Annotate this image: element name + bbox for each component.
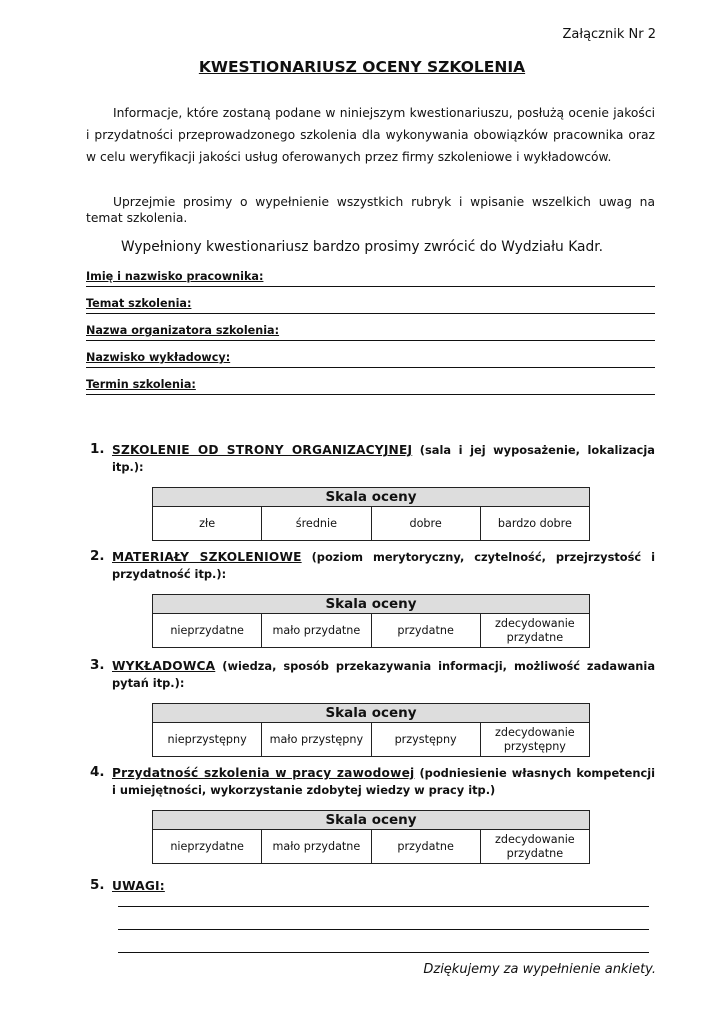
scale-title: Skala oceny — [153, 488, 590, 507]
question-number: 3. — [90, 657, 105, 673]
organizer-name-field[interactable] — [86, 324, 655, 341]
training-topic-field[interactable] — [86, 297, 655, 314]
question-heading: Przydatność szkolenia w pracy zawodowej — [112, 766, 415, 780]
rating-scale-2 — [152, 594, 590, 648]
question-number: 1. — [90, 441, 105, 457]
thanks-note: Dziękujemy za wypełnienie ankiety. — [423, 962, 656, 977]
question-3-text — [112, 658, 655, 692]
question-number: 4. — [90, 764, 105, 780]
question-detail: (poziom merytoryczny, czytelność, przejrzystość i przydatność itp.): — [112, 550, 656, 581]
question-heading: WYKŁADOWCA — [112, 659, 216, 673]
return-notice: Wypełniony kwestionariusz bardzo prosimy zwrócić do Wydziału Kadr. — [120, 239, 603, 255]
rating-scale-3 — [152, 703, 590, 757]
remarks-line[interactable] — [118, 906, 649, 907]
rating-option[interactable]: nieprzydatne — [153, 614, 262, 648]
rating-scale-4 — [152, 810, 590, 864]
field-label: Termin szkolenia: — [86, 378, 196, 391]
rating-option[interactable]: przydatne — [371, 614, 480, 648]
rating-option[interactable]: mało przystępny — [262, 723, 371, 757]
question-heading: MATERIAŁY SZKOLENIOWE — [112, 550, 302, 564]
training-date-field[interactable] — [86, 378, 655, 395]
question-number: 5. — [90, 877, 105, 893]
scale-title: Skala oceny — [153, 595, 590, 614]
field-label: Nazwisko wykładowcy: — [86, 351, 231, 364]
rating-option[interactable]: średnie — [262, 507, 371, 541]
question-detail: (podniesienie własnych kompetencji i umiejętności, wykorzystanie zdobytej wiedzy w pracy itp.) — [112, 766, 656, 797]
rating-option[interactable]: bardzo dobre — [480, 507, 589, 541]
rating-option[interactable]: nieprzystępny — [153, 723, 262, 757]
request-paragraph: Uprzejmie prosimy o wypełnienie wszystkich rubryk i wpisanie wszelkich uwag na temat szkolenia. — [86, 195, 655, 225]
rating-option[interactable]: zdecydowanie przystępny — [480, 723, 589, 757]
rating-option[interactable]: mało przydatne — [262, 614, 371, 648]
rating-option[interactable]: dobre — [371, 507, 480, 541]
remarks-label: UWAGI: — [112, 879, 165, 893]
field-label: Nazwa organizatora szkolenia: — [86, 324, 280, 337]
rating-option[interactable]: zdecydowanie przydatne — [480, 614, 589, 648]
rating-option[interactable]: przystępny — [371, 723, 480, 757]
document-title: KWESTIONARIUSZ OCENY SZKOLENIA — [198, 58, 526, 76]
field-label: Temat szkolenia: — [86, 297, 192, 310]
question-4-text — [112, 765, 655, 799]
scale-title: Skala oceny — [153, 704, 590, 723]
annex-label: Załącznik Nr 2 — [562, 27, 656, 42]
rating-option[interactable]: przydatne — [371, 830, 480, 864]
question-heading: SZKOLENIE OD STRONY ORGANIZACYJNEJ — [112, 443, 413, 457]
rating-scale-1 — [152, 487, 590, 541]
rating-option[interactable]: mało przydatne — [262, 830, 371, 864]
lecturer-name-field[interactable] — [86, 351, 655, 368]
question-number: 2. — [90, 548, 105, 564]
question-detail: (wiedza, sposób przekazywania informacji, możliwość zadawania pytań itp.): — [112, 659, 655, 690]
question-1-text — [112, 442, 655, 476]
rating-option[interactable]: złe — [153, 507, 262, 541]
field-label: Imię i nazwisko pracownika: — [86, 270, 264, 283]
employee-name-field[interactable] — [86, 270, 655, 287]
remarks-line[interactable] — [118, 929, 649, 930]
question-2-text — [112, 549, 655, 583]
intro-paragraph: Informacje, które zostaną podane w niniejszym kwestionariuszu, posłużą ocenie jakości i przydatności przeprowadzonego szkolenia dla wykonywania obowiązków pracownika oraz w celu weryfikacji jakości usług oferowanych przez firmy szkoleniowe i wykładowców. — [86, 106, 655, 164]
rating-option[interactable]: zdecydowanie przydatne — [480, 830, 589, 864]
rating-option[interactable]: nieprzydatne — [153, 830, 262, 864]
scale-title: Skala oceny — [153, 811, 590, 830]
question-detail: (sala i jej wyposażenie, lokalizacja itp.): — [112, 443, 655, 474]
remarks-line[interactable] — [118, 952, 649, 953]
